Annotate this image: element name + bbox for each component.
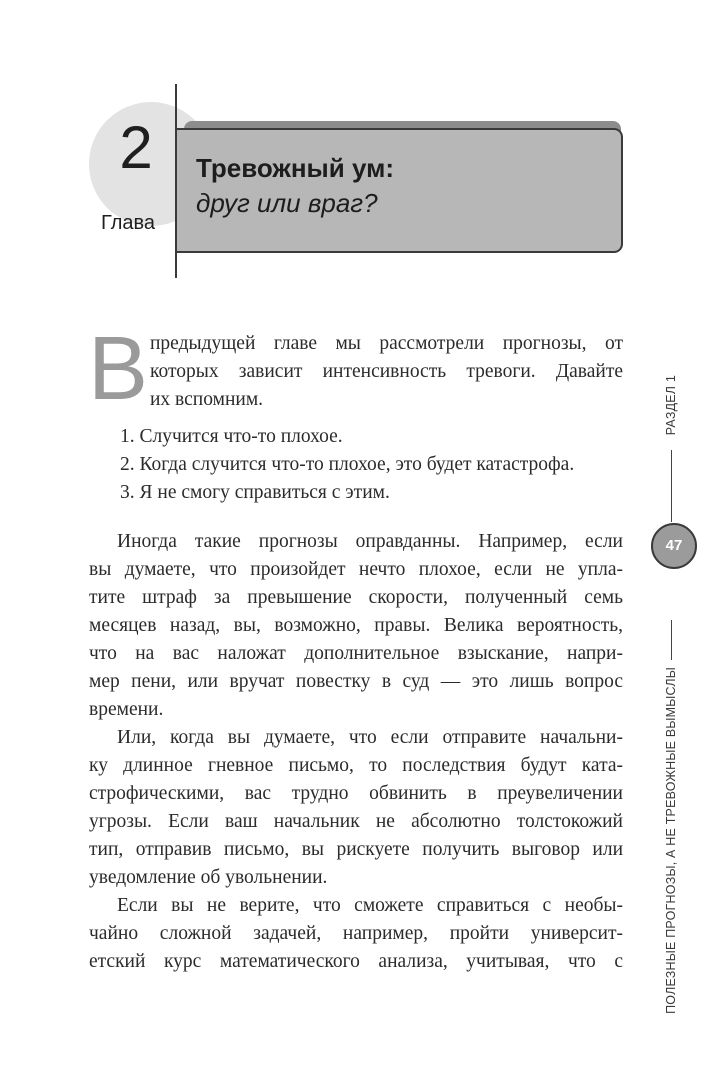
intro-line: которых зависит интенсивность тревоги. Давайте <box>150 361 623 382</box>
body-line: Если вы не верите, что сможете справиться с необы- <box>117 895 623 916</box>
body-line: Или, когда вы думаете, что если отправите начальни- <box>117 727 623 748</box>
body-line: тите штраф за превышение скорости, полученный семь <box>89 587 623 608</box>
body-line: етский курс математического анализа, учитывая, что с <box>89 951 623 972</box>
chapter-label: Глава <box>101 212 156 234</box>
side-rule <box>671 620 672 660</box>
list-item: 1. Случится что-то плохое. <box>120 426 343 447</box>
intro-line: их вспомним. <box>150 389 264 410</box>
section-label: РАЗДЕЛ 1 <box>664 375 678 436</box>
body-line: угрозы. Если ваш начальник не абсолютно толстокожий <box>89 811 623 832</box>
body-line: что на вас наложат дополнительное взыскание, напри- <box>89 643 623 664</box>
body-line: Иногда такие прогнозы оправданны. Например, если <box>117 531 623 552</box>
drop-cap: В <box>88 319 149 419</box>
book-title: ПОЛЕЗНЫЕ ПРОГНОЗЫ, А НЕ ТРЕВОЖНЫЕ ВЫМЫСЛЫ <box>664 667 678 1014</box>
intro-line: предыдущей главе мы рассмотрели прогнозы, от <box>150 333 623 354</box>
body-line: чайно сложной задачей, например, пройти университ- <box>89 923 623 944</box>
list-item: 3. Я не смогу справиться с этим. <box>120 482 390 503</box>
body-line: мер пени, или вручат повестку в суд — это лишь вопрос <box>89 671 623 692</box>
body-line: вы думаете, что произойдет нечто плохое, если не упла- <box>89 559 623 580</box>
body-line: времени. <box>89 699 164 720</box>
chapter-subtitle: друг или враг? <box>196 188 378 218</box>
body-line: уведомление об увольнении. <box>89 867 328 888</box>
body-line: тип, отправив письмо, вы рискуете получить выговор или <box>89 839 623 860</box>
body-line: строфическими, вас трудно обвинить в преувеличении <box>89 783 623 804</box>
chapter-title: Тревожный ум: <box>196 153 394 183</box>
body-line: ку длинное гневное письмо, то последствия будут ката- <box>89 755 623 776</box>
list-item: 2. Когда случится что-то плохое, это будет катастрофа. <box>120 454 575 475</box>
body-line: месяцев назад, вы, возможно, правы. Велика вероятность, <box>89 615 623 636</box>
side-rule <box>671 450 672 522</box>
page-number: 47 <box>651 523 697 569</box>
chapter-number: 2 <box>119 114 153 181</box>
